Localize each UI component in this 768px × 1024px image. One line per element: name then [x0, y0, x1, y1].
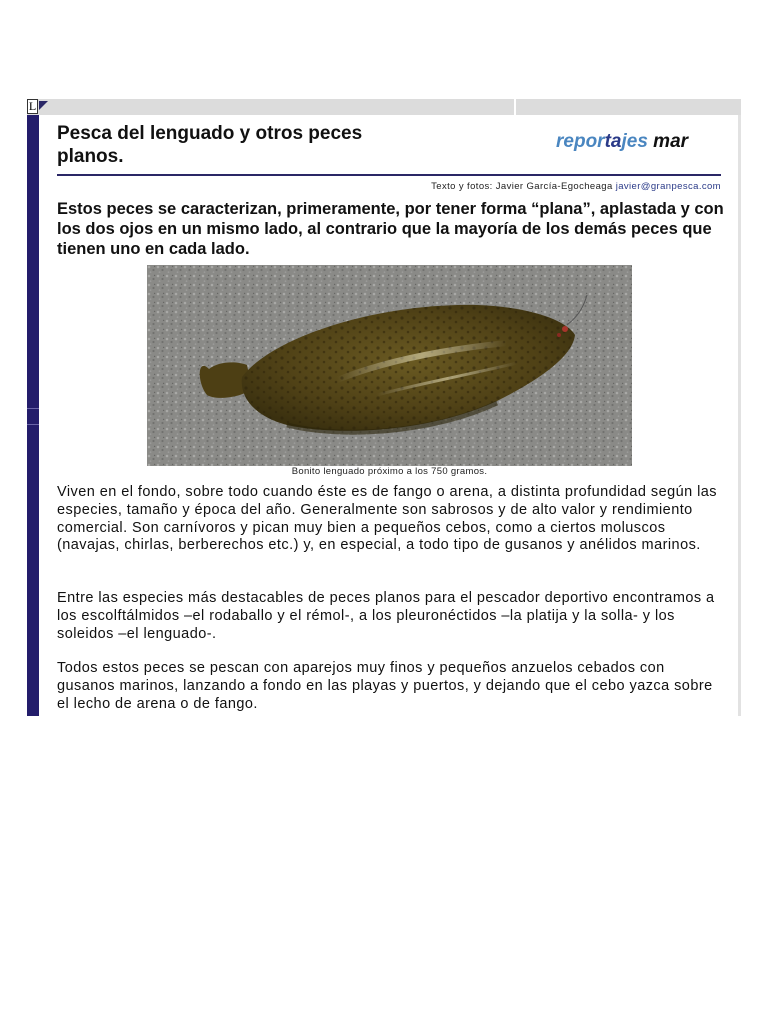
author-email-link[interactable]: javier@granpesca.com	[615, 181, 721, 192]
sidebar-notch	[27, 408, 39, 409]
credits-line	[431, 181, 721, 192]
lead-paragraph: Estos peces se caracterizan, primeramente, por tener forma “plana”, aplastada y con los dos ojos en un mismo lado, al contrario que la mayoría de los demás peces que tienen uno en cada lado.	[57, 200, 724, 258]
body-paragraph: Todos estos peces se pescan con aparejos muy finos y pequeños anzuelos cebados con gusanos marinos, lanzando a fondo en las playas y puertos, y dejando que el cebo yazca sobre el lecho de arena o de fango.	[57, 660, 713, 712]
top-bar-divider	[514, 99, 516, 115]
corner-triangle-icon	[39, 101, 48, 110]
brand-part-4: mar	[647, 131, 689, 152]
photo-caption: Bonito lenguado próximo a los 750 gramos.	[291, 466, 488, 477]
right-border	[738, 115, 741, 716]
corner-badge: L	[28, 99, 37, 113]
fish-image-svg	[147, 265, 632, 466]
body-paragraph: Viven en el fondo, sobre todo cuando éste es de fango o arena, a distinta profundidad según las especies, tamaño y época del año. Generalmente son sabrosos y de alto valor y rendimiento comercial. Son carnívoros y pican muy bien a pequeños cebos, como a ciertos moluscos (navajas, chirlas, berberechos etc.) y, en especial, a todo tipo de gusanos y anélidos marinos.	[57, 484, 717, 554]
flatfish-photo	[147, 265, 632, 466]
credits-text: Texto y fotos: Javier García-Egocheaga	[431, 181, 616, 192]
brand-logo	[556, 131, 726, 153]
top-bar	[27, 99, 741, 115]
brand-part-2: ta	[604, 131, 622, 152]
body-paragraph: Entre las especies más destacables de peces planos para el pescador deportivo encontramos a los escolftálmidos –el rodaballo y el rémol-, a los pleuronéctidos –la platija y la solla- y los soleidos –el lenguado-.	[57, 590, 715, 642]
sidebar-notch	[27, 424, 39, 425]
title-rule	[57, 174, 721, 176]
brand-part-3: jes	[621, 131, 648, 152]
article-title: Pesca del lenguado y otros peces planos.	[57, 123, 363, 167]
sidebar-stripe	[27, 115, 39, 716]
brand-part-1: repor	[556, 131, 605, 152]
